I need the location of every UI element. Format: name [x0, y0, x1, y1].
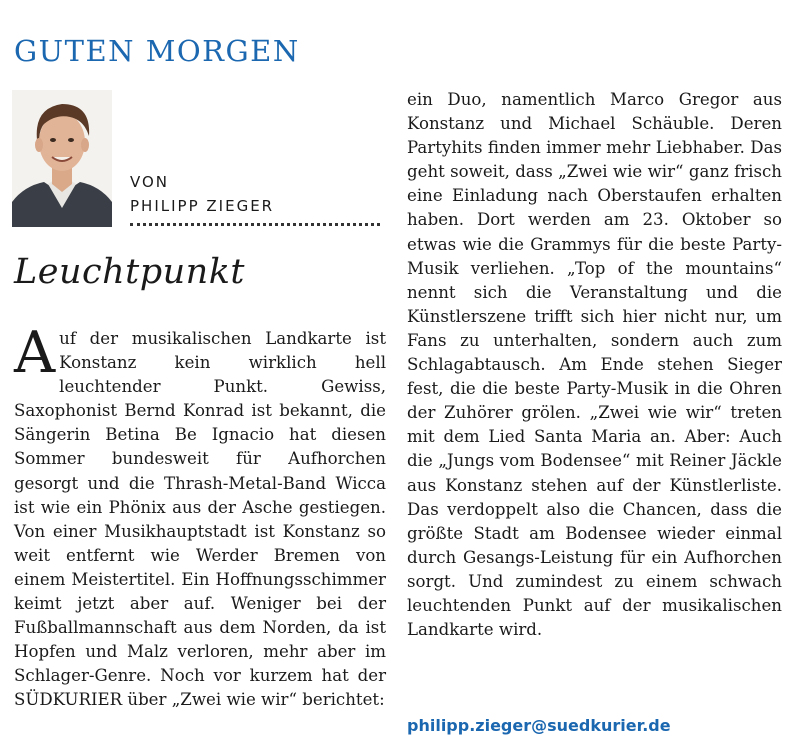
author-portrait-icon [12, 90, 112, 227]
headline: Leuchtpunkt [14, 252, 245, 292]
drop-cap: A [14, 320, 56, 386]
byline [130, 170, 274, 218]
author-photo [12, 90, 112, 227]
author-email-link[interactable]: philipp.zieger@suedkurier.de [407, 716, 671, 735]
body-column-right [407, 88, 782, 642]
section-kicker: GUTEN MORGEN [14, 34, 300, 68]
byline-author: PHILIPP ZIEGER [130, 197, 275, 215]
body-column-left [14, 320, 386, 713]
body-text-right: ein Duo, namentlich Marco Gregor aus Konstanz und Michael Schäuble. Deren Partyhits finden immer mehr Liebhaber. Das geht soweit, dass „Zwei wie wir“ ganz frisch eine Einladung nach Oberstaufen erhalten haben. Dort werden am 23. Oktober so etwas wie die Grammys für die beste Party-Musik verliehen. „Top of the mountains“ nennt sich die Veranstaltung und die Künstlerszene trifft sich hier nicht nur, um Fans zu unterhalten, sondern auch zum Schlagabtausch. Am Ende stehen Sieger fest, die die beste Party-Musik in die Ohren der Zuhörer grölen. „Zwei wie wir“ treten mit dem Lied Santa Maria an. Aber: Auch die „Jungs vom Bodensee“ mit Reiner Jäckle aus Konstanz stehen auf der Künstlerliste. Das verdoppelt also die Chancen, dass die größte Stadt am Bodensee wieder einmal durch Gesangs-Leistung für ein Aufhorchen sorgt. Und zumindest zu einem schwach leuchtenden Punkt auf der musikalischen Landkarte wird. [407, 90, 782, 640]
byline-divider [130, 223, 380, 226]
body-text-left: uf der musikalischen Landkarte ist Konstanz kein wirklich hell leuchtender Punkt. Gewiss, Saxophonist Bernd Konrad ist bekannt, die Sängerin Betina Be Ignacio hat diesen Sommer bundesweit für Aufhorchen gesorgt und die Thrash-Metal-Band Wicca ist wie ein Phönix aus der Asche gestiegen. Von einer Musikhauptstadt ist Konstanz so weit entfernt wie Werder Bremen von einem Meistertitel. Ein Hoffnungsschimmer keimt jetzt aber auf. Weniger bei der Fußballmannschaft aus dem Norden, da ist Hopfen und Malz verloren, mehr aber im Schlager-Genre. Noch vor kurzem hat der SÜDKURIER über „Zwei wie wir“ berichtet: [14, 329, 386, 710]
byline-von: VON [130, 173, 170, 191]
